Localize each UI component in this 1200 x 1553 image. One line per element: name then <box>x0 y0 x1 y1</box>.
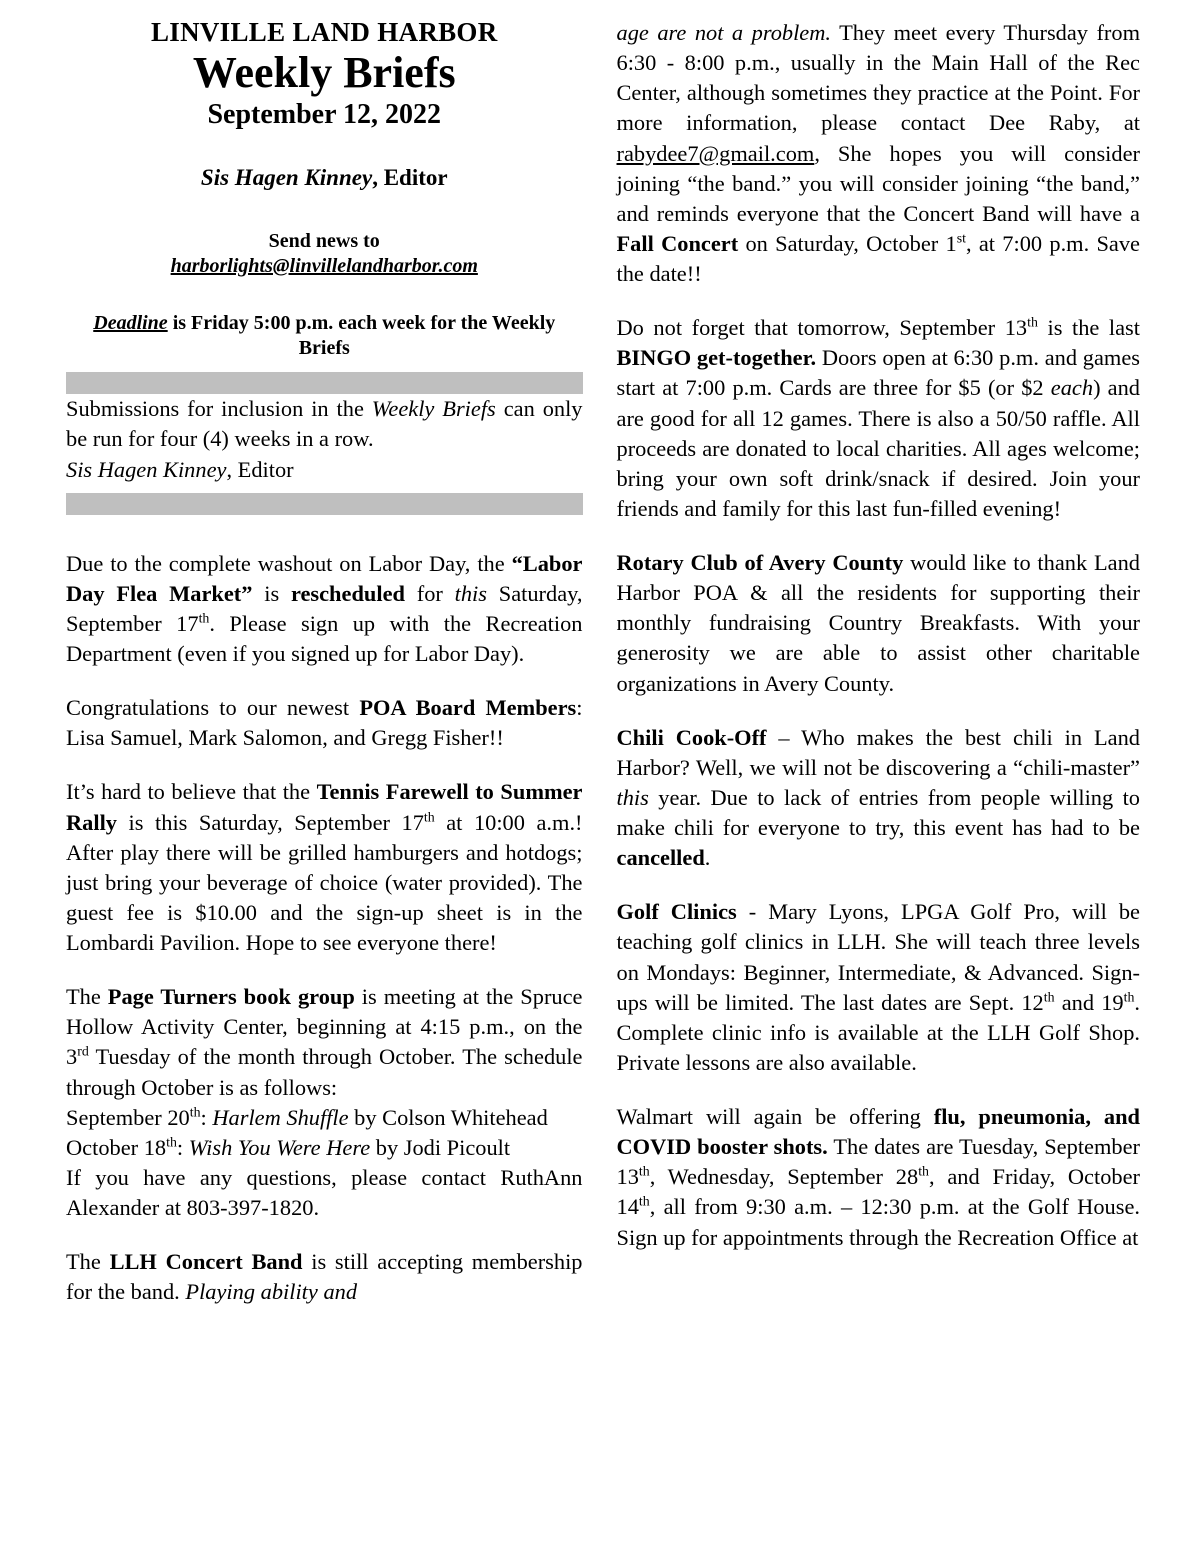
submission-policy-note <box>66 394 583 484</box>
golf-text-2: and 19 <box>1054 989 1124 1015</box>
editor-name: Sis Hagen Kinney <box>200 164 373 190</box>
bingo-text-2: is the last <box>1037 315 1140 341</box>
golf-text-1: - Mary Lyons, LPGA Golf Pro, will be teaching golf clinics in LLH. She will teach three levels on Mondays: Beginner, Intermediate, & Advanced. Sign-ups will be limited. The last dates are Sept. 12 <box>616 899 1140 1015</box>
flea-event-name: “Labor Day Flea Market” <box>66 550 583 606</box>
chili-event-name: Chili Cook-Off <box>616 724 767 750</box>
policy-part-1: Submissions for inclusion in the <box>66 396 372 422</box>
deadline-detail: is Friday 5:00 p.m. each week for the Weekly Briefs <box>167 312 556 360</box>
pt-text-1: The <box>66 984 108 1010</box>
send-news-label <box>66 229 583 279</box>
bingo-event-name: BINGO get-together. <box>616 345 817 371</box>
spacer <box>66 515 583 549</box>
walmart-text-3: , Wednesday, September 28 <box>649 1164 919 1190</box>
send-news-text: Send news to <box>268 230 380 253</box>
band-cont-text-1: They meet every Thursday from 6:30 - 8:00 p.m., usually in the Main Hall of the Rec Center, although sometimes they practice at the Point. For more information, please contact Dee Raby, at <box>616 20 1140 136</box>
editor-role: , Editor <box>372 164 448 190</box>
article-rotary-club <box>617 548 1141 699</box>
bingo-text-4: ) and are good for all 12 games. There is also a 50/50 raffle. All proceeds are donated to local charities. All ages welcome; bring your own soft drink/snack if desired. Join your friends and family for this last fun-filled evening! <box>616 375 1140 521</box>
policy-publication-name: Weekly Briefs <box>371 396 496 422</box>
chili-emphasis: this <box>616 784 649 810</box>
band-cont-text-4: , at 7:00 p.m. Save the date!! <box>616 230 1140 286</box>
chili-text-2: year. Due to lack of entries from people willing to make chili for everyone to try, this event has had to be <box>616 784 1140 840</box>
band-cont-text-2: , She hopes you will consider joining “the band.” you will consider joining “the band,” and reminds everyone that the Concert Band will have a <box>616 140 1140 226</box>
divider-bar-top <box>66 372 583 394</box>
oct-ordinal: th <box>166 1135 177 1151</box>
walmart-ordinal-1: th <box>638 1164 650 1180</box>
sept-book-title: Harlem Shuffle <box>212 1104 349 1130</box>
article-walmart-shots <box>617 1102 1141 1253</box>
book-schedule-october <box>66 1133 583 1163</box>
masthead <box>66 18 583 361</box>
oct-book-author: by Jodi Picoult <box>370 1134 511 1160</box>
sept-date: September 20 <box>66 1104 190 1130</box>
flea-text-4: Saturday, September 17 <box>66 580 583 636</box>
article-poa-board <box>66 693 583 753</box>
pt-group-name: Page Turners book group <box>107 984 355 1010</box>
organization-name: LINVILLE LAND HARBOR <box>150 17 498 47</box>
oct-book-title: Wish You Were Here <box>188 1134 371 1160</box>
sept-book-author: by Colson Whitehead <box>348 1104 548 1130</box>
rotary-text: would like to thank Land Harbor POA & all the residents for supporting their monthly fundraising Country Breakfasts. With your generosity we are able to assist other charitable organizations in Avery County. <box>616 550 1140 696</box>
chili-status: cancelled <box>616 845 705 871</box>
article-tennis-rally <box>66 777 583 958</box>
bingo-price-emphasis: each <box>1050 375 1094 401</box>
flea-emphasis: this <box>454 580 487 606</box>
editor-credit <box>66 165 583 191</box>
band-cont-ordinal: st <box>956 231 966 247</box>
band-cont-text-3: on Saturday, October 1 <box>738 230 957 256</box>
band-text-1: The <box>66 1249 110 1275</box>
deadline-keyword: Deadline <box>93 312 168 335</box>
golf-ordinal-1: th <box>1043 990 1055 1006</box>
oct-sep: : <box>176 1134 189 1160</box>
deadline-notice <box>66 311 583 361</box>
article-page-turners <box>66 982 583 1103</box>
article-chili-cook-off <box>617 723 1141 874</box>
book-schedule-september <box>66 1103 583 1133</box>
oct-date: October 18 <box>66 1134 167 1160</box>
right-column <box>617 18 1141 1553</box>
flea-text-1: Due to the complete washout on Labor Day, the <box>66 550 512 576</box>
article-flea-market <box>66 549 583 670</box>
rotary-name: Rotary Club of Avery County <box>616 550 904 575</box>
flea-text-2: is <box>252 580 291 606</box>
golf-ordinal-2: th <box>1123 990 1135 1006</box>
poa-members: : Lisa Samuel, Mark Salomon, and Gregg Fisher!! <box>66 695 583 751</box>
walmart-text-1: Walmart will again be offering <box>616 1104 934 1129</box>
page-title: Weekly Briefs <box>192 47 456 97</box>
pt-text-3: Tuesday of the month through October. The schedule through October is as follows: <box>66 1044 583 1100</box>
golf-text-3: . Complete clinic info is available at the LLH Golf Shop. Private lessons are also available. <box>616 989 1140 1075</box>
sept-sep: : <box>200 1104 213 1130</box>
left-column <box>66 18 583 1553</box>
golf-heading: Golf Clinics <box>616 899 737 925</box>
divider-bar-bottom <box>66 493 583 515</box>
tennis-text-2: is this Saturday, September 17 <box>117 809 424 835</box>
bingo-text-3: Doors open at 6:30 p.m. and games start at 7:00 p.m. Cards are three for $5 (or $2 <box>616 345 1140 401</box>
submission-email-link[interactable]: harborlights@linvillelandharbor.com <box>170 255 478 278</box>
poa-text-1: Congratulations to our newest <box>66 695 360 721</box>
issue-date: September 12, 2022 <box>207 99 442 131</box>
walmart-text-2: The dates are Tuesday, September 13 <box>616 1134 1140 1190</box>
article-golf-clinics <box>617 897 1141 1078</box>
band-cont-italic: age are not a problem. <box>616 20 832 45</box>
article-bingo <box>617 313 1141 524</box>
fall-concert-label: Fall Concert <box>616 230 739 256</box>
pt-text-2: is meeting at the Spruce Hollow Activity Center, beginning at 4:15 p.m., on the 3 <box>66 984 583 1070</box>
tennis-event-name: Tennis Farewell to Summer Rally <box>66 779 583 835</box>
article-concert-band-continued <box>617 18 1141 289</box>
chili-text-1: – Who makes the best chili in Land Harbor? Well, we will not be discovering a “chili-master” <box>616 724 1140 780</box>
policy-signature-name: Sis Hagen Kinney <box>66 456 227 482</box>
contact-email-link[interactable]: rabydee7@gmail.com <box>616 140 815 166</box>
policy-part-2: can only be run for four (4) weeks in a row. <box>66 396 583 452</box>
sept-ordinal: th <box>189 1105 201 1121</box>
policy-signature <box>66 455 583 485</box>
bingo-ordinal: th <box>1027 315 1038 331</box>
band-name: LLH Concert Band <box>109 1249 303 1275</box>
flea-text-5: . Please sign up with the Recreation Department (even if you signed up for Labor Day). <box>66 610 583 667</box>
poa-heading: POA Board Members <box>359 695 577 721</box>
article-concert-band <box>66 1247 583 1307</box>
walmart-shots-label: flu, pneumonia, and COVID booster shots. <box>616 1104 1140 1160</box>
band-text-2: is still accepting membership for the band. <box>66 1249 583 1305</box>
book-group-contact: If you have any questions, please contact RuthAnn Alexander at 803-397-1820. <box>66 1164 583 1221</box>
policy-signature-role: , Editor <box>226 456 294 482</box>
tennis-text-1: It’s hard to believe that the <box>66 779 317 805</box>
chili-text-3: . <box>704 845 711 871</box>
submission-policy-text <box>66 394 583 454</box>
bingo-text-1: Do not forget that tomorrow, September 13 <box>616 315 1028 341</box>
flea-status: rescheduled <box>290 580 405 606</box>
walmart-ordinal-2: th <box>918 1164 929 1180</box>
walmart-ordinal-3: th <box>638 1194 650 1210</box>
tennis-ordinal: th <box>423 810 435 826</box>
walmart-text-4: , and Friday, October 14 <box>616 1164 1140 1220</box>
flea-text-3: for <box>404 580 455 606</box>
pt-ordinal: rd <box>77 1045 89 1061</box>
tennis-text-3: at 10:00 a.m.! After play there will be grilled hamburgers and hotdogs; just bring your beverage of choice (water provided). The guest fee is $10.00 and the sign-up sheet is in the Lombardi Pavilion. Hope to see everyone there! <box>66 809 583 956</box>
band-text-italic: Playing ability and <box>185 1279 358 1305</box>
flea-ordinal: th <box>198 611 210 627</box>
walmart-text-5: , all from 9:30 a.m. – 12:30 p.m. at the Golf House. Sign up for appointments through the Recreation Office at <box>616 1194 1140 1250</box>
